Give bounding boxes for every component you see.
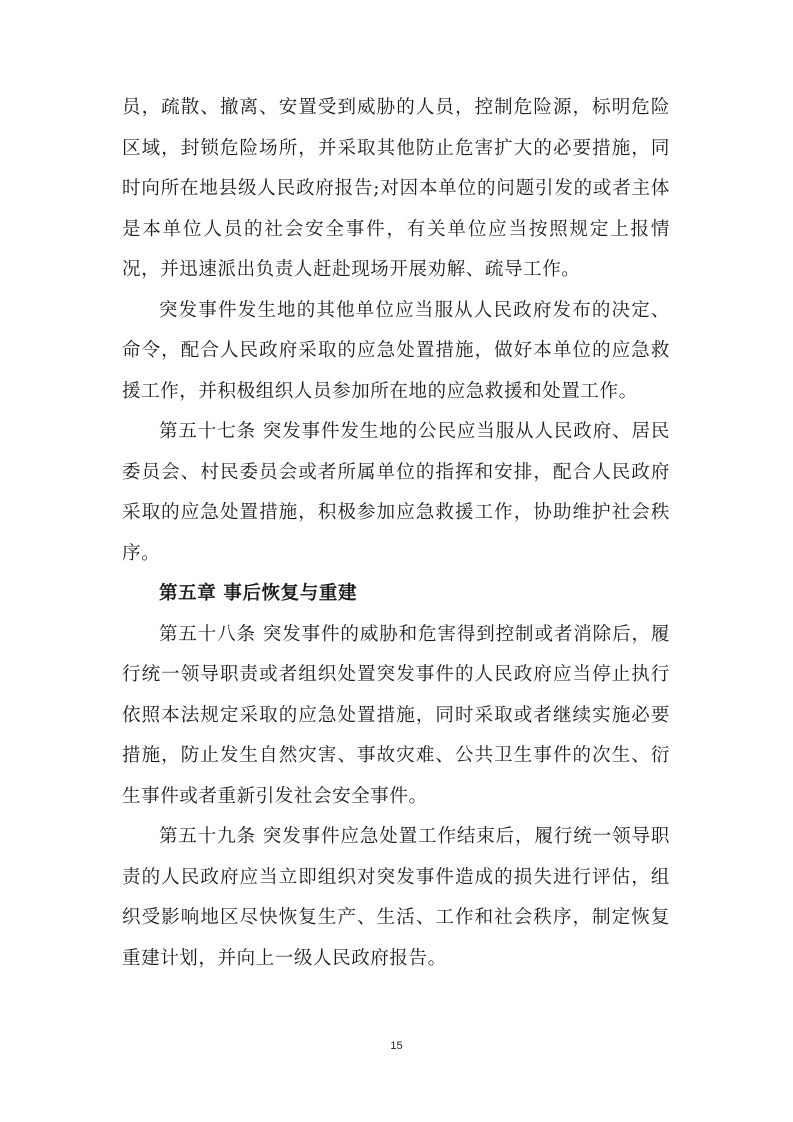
- article-59: 第五十九条 突发事件应急处置工作结束后，履行统一领导职责的人民政府应当立即组织对突发事件造成的损失进行评估，组织受影响地区尽快恢复生产、生活、工作和社会秩序，制定恢复重建计划，并向上一级人民政府报告。: [122, 826, 670, 969]
- paragraph-other-units: 突发事件发生地的其他单位应当服从人民政府发布的决定、命令，配合人民政府采取的应急处置措施，做好本单位的应急救援工作，并积极组织人员参加所在地的应急救援和处置工作。: [122, 299, 670, 402]
- document-page: [122, 88, 670, 979]
- paragraph-continuation: 员，疏散、撤离、安置受到威胁的人员，控制危险源，标明危险区域，封锁危险场所，并采取其他防止危害扩大的必要措施，同时向所在地县级人民政府报告;对因本单位的问题引发的或者主体是本单位人员的社会安全事件，有关单位应当按照规定上报情况，并迅速派出负责人赶赴现场开展劝解、疏导工作。: [122, 97, 670, 280]
- page-number: 15: [390, 1040, 403, 1052]
- chapter-heading: 第五章 事后恢复与重建: [159, 583, 358, 604]
- article-58: 第五十八条 突发事件的威胁和危害得到控制或者消除后，履行统一领导职责或者组织处置突发事件的人民政府应当停止执行依照本法规定采取的应急处置措施，同时采取或者继续实施必要措施，防止发生自然灾害、事故灾难、公共卫生事件的次生、衍生事件或者重新引发社会安全事件。: [122, 623, 670, 807]
- article-57: 第五十七条 突发事件发生地的公民应当服从人民政府、居民委员会、村民委员会或者所属单位的指挥和安排，配合人民政府采取的应急处置措施，积极参加应急救援工作，协助维护社会秩序。: [122, 421, 670, 564]
